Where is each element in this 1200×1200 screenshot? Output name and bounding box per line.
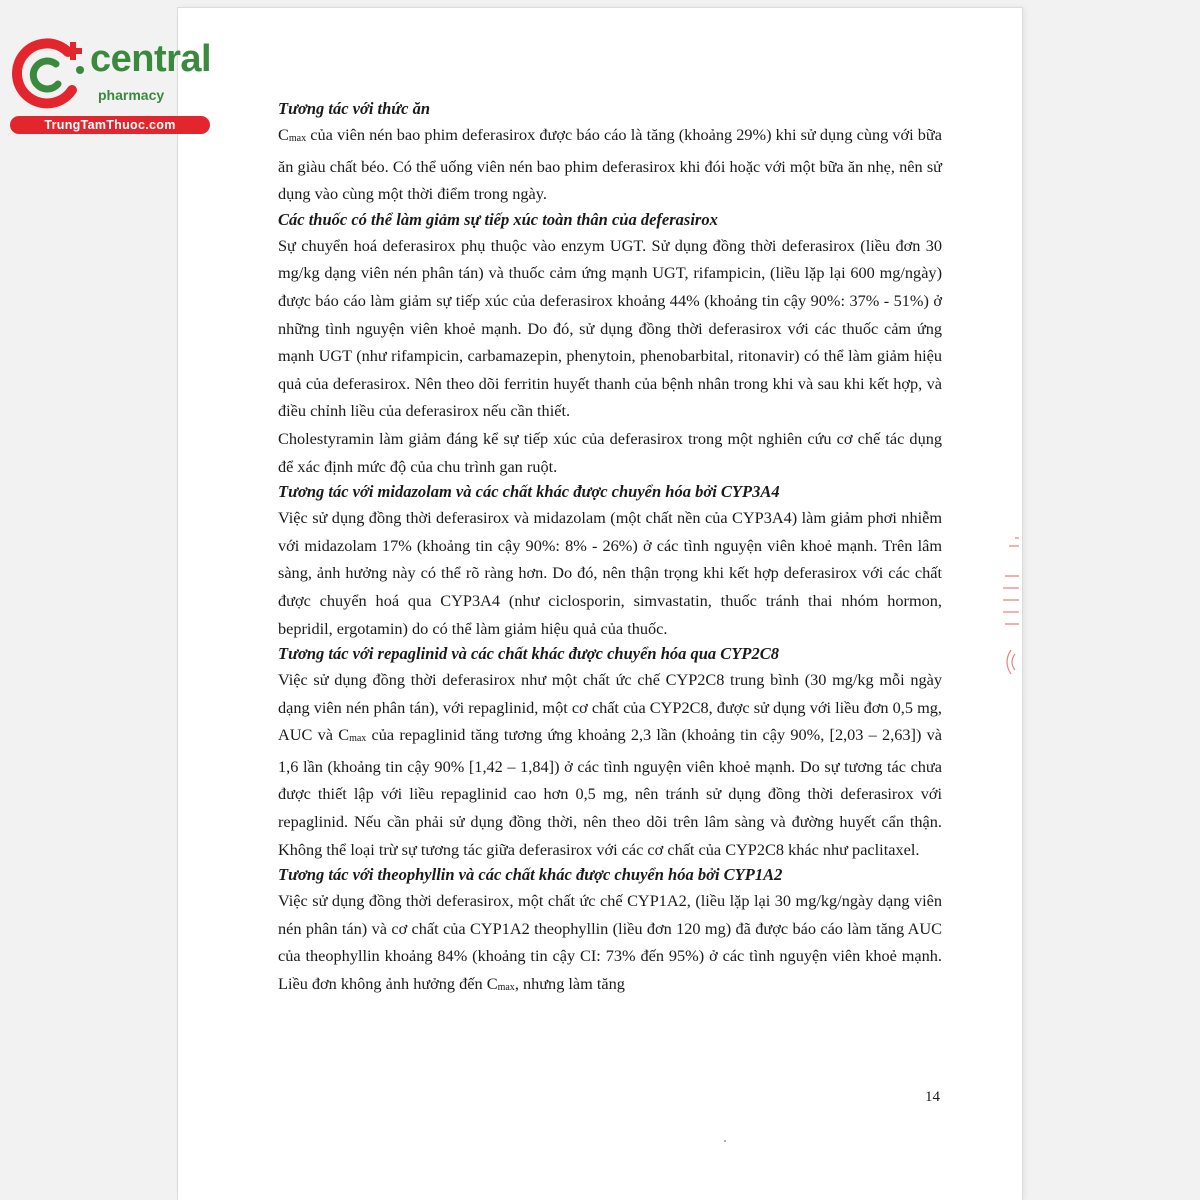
red-stamp-mark: [985, 530, 1027, 690]
section-heading-exposure: Các thuốc có thể làm giảm sự tiếp xúc toàn thân của deferasirox: [278, 209, 718, 229]
paragraph: Cholestyramin làm giảm đáng kể sự tiếp xúc của deferasirox trong một nghiên cứu cơ chế tác dụng để xác định mức độ của chu trình gan ruột.: [278, 428, 942, 476]
document-body: [278, 97, 942, 1002]
paragraph: Việc sử dụng đồng thời deferasirox và midazolam (một chất nền của CYP3A4) làm giảm phơi nhiễm với midazolam 17% (khoảng tin cậy 90%: 8% - 26%) ở các tình nguyện viên khoẻ mạnh. Trên lâm sàng, ảnh hưởng này có thể rõ ràng hơn. Do đó, nên thận trọng khi kết hợp deferasirox với các chất được chuyển hoá qua CYP3A4 (như ciclosporin, simvastatin, thuốc tránh thai nhóm hormon, bepridil, ergotamin) do có thể làm giảm hiệu quả của thuốc.: [278, 508, 942, 638]
central-pharmacy-logo-icon: [10, 38, 90, 110]
logo-brand-name: central: [90, 38, 212, 80]
central-pharmacy-logo[interactable]: [10, 38, 215, 138]
logo-brand-sub: pharmacy: [98, 87, 165, 103]
logo-site-url[interactable]: TrungTamThuoc.com: [10, 116, 210, 134]
paragraph: Việc sử dụng đồng thời deferasirox như một chất ức chế CYP2C8 trung bình (30 mg/kg mỗi ngày dạng viên nén phân tán), với repaglinid, một cơ chất của CYP2C8, được sử dụng với liều đơn 0,5 mg, AUC và $C_{max}$ của repaglinid tăng tương ứng khoảng 2,3 lần (khoảng tin cậy 90%, [2,03 – 2,63]) và 1,6 lần (khoảng tin cậy 90% [1,42 – 1,84]) ở các tình nguyện viên khoẻ mạnh. Do sự tương tác chưa được thiết lập với liều repaglinid cao hơn 0,5 mg, nên tránh sử dụng đồng thời deferasirox với repaglinid. Nếu cần phải sử dụng đồng thời, nên theo dõi trên lâm sàng và đường huyết cẩn thận. Không thể loại trừ sự tương tác giữa deferasirox với các cơ chất của CYP2C8 khác như paclitaxel.: [278, 670, 942, 859]
section-heading-cyp3a4: Tương tác với midazolam và các chất khác được chuyển hóa bởi CYP3A4: [278, 482, 780, 502]
paragraph: $C_{max}$ của viên nén bao phim deferasirox được báo cáo là tăng (khoảng 29%) khi sử dụng cùng với bữa ăn giàu chất béo. Có thể uống viên nén bao phim deferasirox khi đói hoặc với một bữa ăn nhẹ, nên sử dụng vào cùng một thời điểm trong ngày.: [278, 125, 942, 204]
scan-speck: [724, 1140, 726, 1142]
section-heading-cyp1a2: Tương tác với theophyllin và các chất khác được chuyển hóa bởi CYP1A2: [278, 865, 783, 885]
paragraph: Sự chuyển hoá deferasirox phụ thuộc vào enzym UGT. Sử dụng đồng thời deferasirox (liều đơn 30 mg/kg dạng viên nén phân tán) và thuốc cảm ứng mạnh UGT, rifampicin, (liều lặp lại 600 mg/ngày) được báo cáo làm giảm sự tiếp xúc của deferasirox khoảng 44% (khoảng tin cậy 90%: 37% - 51%) ở những tình nguyện viên khoẻ mạnh. Do đó, sử dụng đồng thời deferasirox với các thuốc cảm ứng mạnh UGT (như rifampicin, carbamazepin, phenytoin, phenobarbital, ritonavir) có thể làm giảm hiệu quả của deferasirox. Nên theo dõi ferritin huyết thanh của bệnh nhân trong khi và sau khi kết hợp, và điều chỉnh liều của deferasirox nếu cần thiết.: [278, 235, 942, 421]
paragraph: Việc sử dụng đồng thời deferasirox, một chất ức chế CYP1A2, (liều lặp lại 30 mg/kg/ngày dạng viên nén phân tán) và cơ chất của CYP1A2 theophyllin (liều đơn 120 mg) đã được báo cáo làm tăng AUC của theophyllin khoảng 84% (khoảng tin cậy CI: 73% đến 95%) ở các tình nguyện viên khoẻ mạnh. Liều đơn không ảnh hưởng đến $C_{max}$, nhưng làm tăng: [278, 891, 942, 994]
page-number: 14: [925, 1089, 940, 1105]
section-heading-cyp2c8: Tương tác với repaglinid và các chất khác được chuyển hóa qua CYP2C8: [278, 644, 779, 664]
section-heading-food: Tương tác với thức ăn: [278, 99, 431, 118]
